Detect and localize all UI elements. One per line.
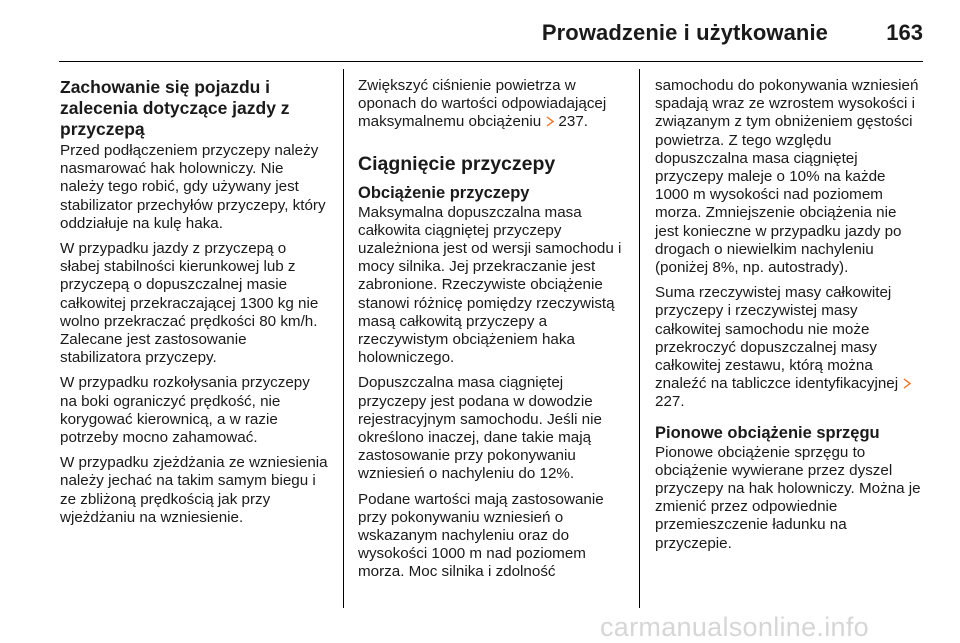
paragraph-text: Suma rzeczywistej masy całkowitej przyczepy i rzeczywistej masy całkowitej samochodu nie może przekroczyć dopuszczalnej masy całkowitej zestawu, którą można znaleźć na tabliczce identyfikacyjnej (655, 284, 899, 393)
page-reference-arrow-icon[interactable] (902, 378, 913, 389)
header-rule (59, 61, 923, 62)
paragraph: Dopuszczalna masa ciągniętej przyczepy jest podana w dowodzie rejestracyjnym samochodu. Jeśli nie określono inaczej, dane takie mają zastosowanie przy pokonywaniu wzniesień o nachyleniu do 12%. (358, 374, 602, 483)
paragraph: Podane wartości mają zastosowanie przy pokonywaniu wzniesień o wskazanym nachyleniu oraz do wysokości 1000 m nad poziomem morza. Moc silnika i zdolność (358, 490, 604, 581)
paragraph: W przypadku rozkołysania przyczepy na boki ograniczyć prędkość, nie korygować kierownicą, a w razie potrzeby mocno zahamować. (60, 374, 310, 447)
paragraph: samochodu do pokonywania wzniesień spadają wraz ze wzrostem wysokości i związanym z tym obniżeniem gęstości powietrza. Z tego względu dopuszczalna masa ciągniętej przyczepy maleje o 10% na każde 1000 m wysokości nad poziomem morza. Zmniejszenie obciążenia nie jest konieczne w przypadku jazdy po drogach o niewielkim nachyleniu (poniżej 8%, np. autostrady). (655, 77, 919, 277)
paragraph (655, 284, 923, 411)
page-header (0, 0, 960, 62)
subsection-heading: Pionowe obciążenie sprzęgu (655, 423, 880, 442)
column-right (655, 77, 923, 560)
paragraph: Pionowe obciążenie sprzęgu to obciążenie wywierane przez dyszel przyczepy na hak holowniczy. Można je zmienić przez odpowiednie przemieszczenie ładunku na przyczepie. (655, 443, 921, 552)
paragraph-text: Zwiększyć ciśnienie powietrza w oponach do wartości odpowiadającej maksymalnemu obciążeniu (358, 77, 607, 131)
column-left (60, 77, 328, 534)
paragraph: Przed podłączeniem przyczepy należy nasmarować hak holowniczy. Nie należy tego robić, gdy używany jest stabilizator przechyłów przyczepy, który oddziałuje na kulę haka. (60, 142, 326, 232)
section-heading: Zachowanie się pojazdu i zalecenia dotyczące jazdy z przyczepą (60, 77, 290, 139)
watermark: carmanualsonline.info (600, 612, 869, 642)
column-divider-left (343, 69, 344, 608)
paragraph: Maksymalna dopuszczalna masa całkowita ciągniętej przyczepy uzależniona jest od wersji samochodu i mocy silnika. Jej przekraczanie jest zabronione. Rzeczywiste obciążenie stanowi różnicę pomiędzy rzeczywistą masą całkowitą przyczepy a rzeczywistym obciążeniem haka holowniczego. (358, 203, 622, 367)
subsection-heading: Obciążenie przyczepy (358, 183, 530, 202)
column-divider-right (639, 69, 640, 608)
paragraph (358, 77, 626, 132)
chapter-heading: Ciągnięcie przyczepy (358, 152, 556, 175)
page-reference-link[interactable]: 237. (558, 113, 588, 131)
paragraph: W przypadku jazdy z przyczepą o słabej stabilności kierunkowej lub z przyczepą o dopuszczalnej masie całkowitej przekraczającej 1300 kg nie wolno przekraczać prędkości 80 km/h. Zalecane jest zastosowanie stabilizatora przyczepy. (60, 240, 319, 367)
page-title: Prowadzenie i użytkowanie (541, 20, 828, 45)
page-number: 163 (886, 20, 923, 45)
page-reference-arrow-icon[interactable] (545, 116, 556, 127)
column-middle (358, 77, 626, 589)
paragraph: W przypadku zjeżdżania ze wzniesienia należy jechać na takim samym biegu i ze zbliżoną prędkością jak przy wjeżdżaniu na wzniesienie. (60, 454, 328, 526)
page-reference-link[interactable]: 227. (655, 393, 685, 411)
